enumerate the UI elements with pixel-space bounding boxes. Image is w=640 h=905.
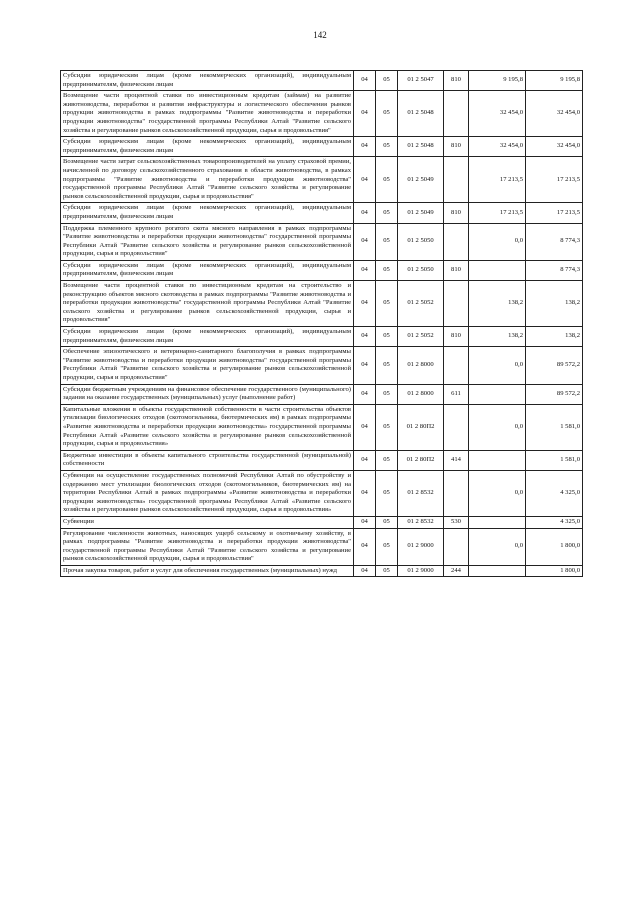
row-amount-2: 138,2 bbox=[526, 281, 583, 327]
row-section-code: 04 bbox=[354, 137, 376, 157]
row-expense-type: 810 bbox=[444, 203, 469, 223]
row-subsection-code: 05 bbox=[376, 404, 398, 450]
row-section-code: 04 bbox=[354, 203, 376, 223]
row-amount-2: 1 581,0 bbox=[526, 450, 583, 470]
row-amount-2: 32 454,0 bbox=[526, 137, 583, 157]
row-amount-1: 0,0 bbox=[469, 528, 526, 565]
row-amount-2: 138,2 bbox=[526, 327, 583, 347]
row-subsection-code: 05 bbox=[376, 450, 398, 470]
row-description: Субсидии бюджетным учреждениям на финансовое обеспечение государственного (муниципального) задания на оказание государственных (муниципальных) услуг (выполнение работ) bbox=[61, 384, 354, 404]
row-target-article: 01 2 5048 bbox=[398, 137, 444, 157]
row-subsection-code: 05 bbox=[376, 347, 398, 384]
row-amount-2: 4 325,0 bbox=[526, 516, 583, 528]
row-subsection-code: 05 bbox=[376, 565, 398, 577]
row-amount-1: 138,2 bbox=[469, 327, 526, 347]
row-expense-type: 414 bbox=[444, 450, 469, 470]
row-description: Субсидии юридическим лицам (кроме некоммерческих организаций), индивидуальным предпринимателям, физическим лицам bbox=[61, 327, 354, 347]
row-expense-type bbox=[444, 281, 469, 327]
row-amount-1 bbox=[469, 450, 526, 470]
row-section-code: 04 bbox=[354, 327, 376, 347]
row-amount-1: 9 195,8 bbox=[469, 71, 526, 91]
row-description: Возмещение части процентной ставки по инвестиционным кредитам (займам) на развитие животноводства, переработки и развития инфраструктуры и логистического обеспечения рынков продукции животноводства в рамках подпрограммы "Развитие животноводства и переработки продукции животноводства" государственной программы Республики Алтай "Развитие сельского хозяйства и регулирование рынков сельскохозяйственной продукции, сырья и продовольствия" bbox=[61, 91, 354, 137]
table-row bbox=[61, 260, 583, 280]
row-subsection-code: 05 bbox=[376, 137, 398, 157]
row-description: Субсидии юридическим лицам (кроме некоммерческих организаций), индивидуальным предпринимателям, физическим лицам bbox=[61, 137, 354, 157]
row-section-code: 04 bbox=[354, 470, 376, 516]
table-row bbox=[61, 347, 583, 384]
row-expense-type: 810 bbox=[444, 260, 469, 280]
row-target-article: 01 2 5047 bbox=[398, 71, 444, 91]
row-section-code: 04 bbox=[354, 281, 376, 327]
row-target-article: 01 2 8532 bbox=[398, 516, 444, 528]
row-target-article: 01 2 8000 bbox=[398, 347, 444, 384]
table-row bbox=[61, 470, 583, 516]
row-description: Прочая закупка товаров, работ и услуг для обеспечения государственных (муниципальных) нужд bbox=[61, 565, 354, 577]
table-row bbox=[61, 203, 583, 223]
budget-table bbox=[60, 70, 583, 577]
row-description: Регулирование численности животных, наносящих ущерб сельскому и охотничьему хозяйству, в рамках подпрограммы "Развитие животноводства и переработки продукции животноводства" государственной программы Республики Алтай "Развитие сельского хозяйства и регулирование рынков сельскохозяйственной продукции, сырья и продовольствия" bbox=[61, 528, 354, 565]
row-target-article: 01 2 80П2 bbox=[398, 404, 444, 450]
row-target-article: 01 2 5049 bbox=[398, 203, 444, 223]
row-section-code: 04 bbox=[354, 516, 376, 528]
row-amount-2: 1 581,0 bbox=[526, 404, 583, 450]
row-amount-1 bbox=[469, 565, 526, 577]
row-expense-type bbox=[444, 347, 469, 384]
row-subsection-code: 05 bbox=[376, 91, 398, 137]
row-description: Бюджетные инвестиции в объекты капитального строительства государственной (муниципальной) собственности bbox=[61, 450, 354, 470]
row-description: Капитальные вложения в объекты государственной собственности в части строительства объектов утилизации биологических отходов (скотомогильника, биотермических ям) в рамках подпрограммы «Развитие животноводства и переработки продукции животноводства» государственной программы Республики Алтай «Развитие сельского хозяйства и регулирование рынков сельскохозяйственной продукции, сырья и продовольствия» bbox=[61, 404, 354, 450]
row-section-code: 04 bbox=[354, 347, 376, 384]
table-row bbox=[61, 404, 583, 450]
row-target-article: 01 2 8532 bbox=[398, 470, 444, 516]
row-expense-type: 244 bbox=[444, 565, 469, 577]
table-row bbox=[61, 71, 583, 91]
row-amount-1 bbox=[469, 516, 526, 528]
row-description: Субсидии юридическим лицам (кроме некоммерческих организаций), индивидуальным предпринимателям, физическим лицам bbox=[61, 260, 354, 280]
row-section-code: 04 bbox=[354, 260, 376, 280]
row-amount-1: 17 213,5 bbox=[469, 157, 526, 203]
row-amount-1: 32 454,0 bbox=[469, 137, 526, 157]
row-target-article: 01 2 5052 bbox=[398, 327, 444, 347]
row-amount-1 bbox=[469, 384, 526, 404]
page-number: 142 bbox=[313, 30, 327, 40]
row-expense-type: 810 bbox=[444, 327, 469, 347]
row-subsection-code: 05 bbox=[376, 516, 398, 528]
row-subsection-code: 05 bbox=[376, 157, 398, 203]
row-expense-type: 810 bbox=[444, 71, 469, 91]
row-amount-2: 32 454,0 bbox=[526, 91, 583, 137]
row-amount-2: 17 213,5 bbox=[526, 203, 583, 223]
row-amount-2: 17 213,5 bbox=[526, 157, 583, 203]
row-subsection-code: 05 bbox=[376, 470, 398, 516]
row-target-article: 01 2 5050 bbox=[398, 260, 444, 280]
row-target-article: 01 2 5052 bbox=[398, 281, 444, 327]
table-row bbox=[61, 516, 583, 528]
row-description: Субсидии юридическим лицам (кроме некоммерческих организаций), индивидуальным предпринимателям, физическим лицам bbox=[61, 71, 354, 91]
row-target-article: 01 2 8000 bbox=[398, 384, 444, 404]
row-amount-2: 4 325,0 bbox=[526, 470, 583, 516]
row-subsection-code: 05 bbox=[376, 71, 398, 91]
row-target-article: 01 2 5048 bbox=[398, 91, 444, 137]
row-amount-2: 89 572,2 bbox=[526, 347, 583, 384]
row-target-article: 01 2 5049 bbox=[398, 157, 444, 203]
row-amount-1: 32 454,0 bbox=[469, 91, 526, 137]
row-subsection-code: 05 bbox=[376, 384, 398, 404]
table-row bbox=[61, 281, 583, 327]
row-amount-1: 138,2 bbox=[469, 281, 526, 327]
row-expense-type: 530 bbox=[444, 516, 469, 528]
row-description: Возмещение части процентной ставки по инвестиционным кредитам на строительство и реконструкцию объектов мясного скотоводства в рамках подпрограммы "Развитие животноводства и переработки продукции животноводства" государственной программы Республики Алтай "Развитие сельского хозяйства и регулирование рынков сельскохозяйственной продукции, сырья и продовольствия" bbox=[61, 281, 354, 327]
table-row bbox=[61, 157, 583, 203]
row-amount-2: 9 195,8 bbox=[526, 71, 583, 91]
row-description: Субвенции на осуществление государственных полномочий Республики Алтай по обустройству и содержанию мест утилизации биологических отходов (скотомогильников, биотермических ям) на территории Республики Алтай в рамках подпрограммы «Развитие животноводства и переработки продукции животноводства» государственной программы Республики Алтай «Развитие сельского хозяйства и регулирование рынков сельскохозяйственной продукции, сырья и продовольствия» bbox=[61, 470, 354, 516]
table-row bbox=[61, 528, 583, 565]
row-expense-type: 611 bbox=[444, 384, 469, 404]
row-amount-2: 1 800,0 bbox=[526, 565, 583, 577]
row-section-code: 04 bbox=[354, 223, 376, 260]
row-section-code: 04 bbox=[354, 384, 376, 404]
table-row bbox=[61, 384, 583, 404]
row-expense-type bbox=[444, 528, 469, 565]
row-section-code: 04 bbox=[354, 528, 376, 565]
table-row bbox=[61, 450, 583, 470]
row-target-article: 01 2 80П2 bbox=[398, 450, 444, 470]
row-amount-2: 89 572,2 bbox=[526, 384, 583, 404]
row-subsection-code: 05 bbox=[376, 260, 398, 280]
row-subsection-code: 05 bbox=[376, 327, 398, 347]
row-amount-1: 0,0 bbox=[469, 470, 526, 516]
row-subsection-code: 05 bbox=[376, 281, 398, 327]
row-amount-1: 0,0 bbox=[469, 223, 526, 260]
table-row bbox=[61, 91, 583, 137]
row-subsection-code: 05 bbox=[376, 203, 398, 223]
row-description: Обеспечение эпизоотического и ветеринарно-санитарного благополучия в рамках подпрограммы "Развитие животноводства и переработки продукции животноводства" государственной программы Республики Алтай "Развитие сельского хозяйства и регулирование рынков сельскохозяйственной продукции, сырья и продовольствия" bbox=[61, 347, 354, 384]
row-amount-2: 1 800,0 bbox=[526, 528, 583, 565]
table-row bbox=[61, 565, 583, 577]
table-row bbox=[61, 137, 583, 157]
row-description: Возмещение части затрат сельскохозяйственных товаропроизводителей на уплату страховой премии, начисленной по договору сельскохозяйственного страхования в области животноводства, в рамках подпрограммы "Развитие животноводства и переработки продукции животноводства" государственной программы Республики Алтай "Развитие сельского хозяйства и регулирование рынков сельскохозяйственной продукции, сырья и продовольствия" bbox=[61, 157, 354, 203]
row-amount-1 bbox=[469, 260, 526, 280]
row-target-article: 01 2 9000 bbox=[398, 528, 444, 565]
row-section-code: 04 bbox=[354, 450, 376, 470]
row-section-code: 04 bbox=[354, 565, 376, 577]
row-amount-2: 8 774,3 bbox=[526, 223, 583, 260]
row-description: Субвенции bbox=[61, 516, 354, 528]
row-section-code: 04 bbox=[354, 404, 376, 450]
row-target-article: 01 2 5050 bbox=[398, 223, 444, 260]
row-expense-type bbox=[444, 223, 469, 260]
row-amount-1: 0,0 bbox=[469, 347, 526, 384]
row-expense-type bbox=[444, 470, 469, 516]
row-target-article: 01 2 9000 bbox=[398, 565, 444, 577]
row-subsection-code: 05 bbox=[376, 223, 398, 260]
row-amount-1: 17 213,5 bbox=[469, 203, 526, 223]
row-section-code: 04 bbox=[354, 91, 376, 137]
row-description: Субсидии юридическим лицам (кроме некоммерческих организаций), индивидуальным предпринимателям, физическим лицам bbox=[61, 203, 354, 223]
row-amount-1: 0,0 bbox=[469, 404, 526, 450]
row-section-code: 04 bbox=[354, 71, 376, 91]
row-expense-type: 810 bbox=[444, 137, 469, 157]
row-amount-2: 8 774,3 bbox=[526, 260, 583, 280]
row-section-code: 04 bbox=[354, 157, 376, 203]
row-expense-type bbox=[444, 404, 469, 450]
row-expense-type bbox=[444, 157, 469, 203]
row-description: Поддержка племенного крупного рогатого скота мясного направления в рамках подпрограммы "Развитие животноводства и переработки продукции животноводства" государственной программы Республики Алтай "Развитие сельского хозяйства и регулирование рынков сельскохозяйственной продукции, сырья и продовольствия" bbox=[61, 223, 354, 260]
row-expense-type bbox=[444, 91, 469, 137]
table-row bbox=[61, 327, 583, 347]
row-subsection-code: 05 bbox=[376, 528, 398, 565]
table-row bbox=[61, 223, 583, 260]
